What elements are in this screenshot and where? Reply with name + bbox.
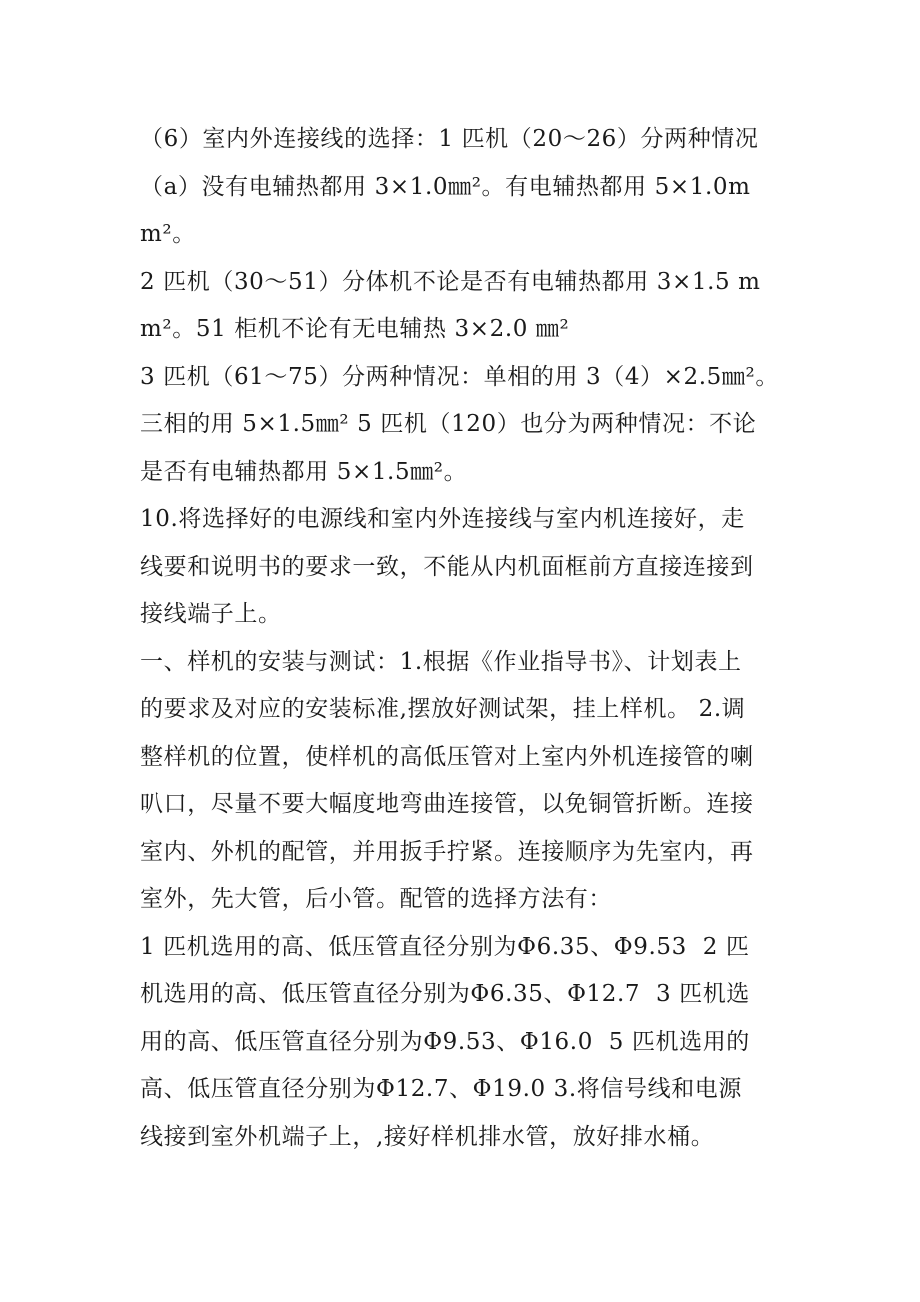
text-line: 2 匹机（30～51）分体机不论是否有电辅热都用 3×1.5 m — [140, 268, 761, 295]
text-line: （6）室内外连接线的选择：1 匹机（20～26）分两种情况 — [140, 126, 759, 152]
text-line: 是否有电辅热都用 5×1.5㎜²。 — [140, 458, 468, 485]
text-line: 1 匹机选用的高、低压管直径分别为Φ6.35、Φ9.53 2 匹 — [140, 933, 750, 960]
text-line: 线接到室外机端子上，,接好样机排水管，放好排水桶。 — [140, 1123, 715, 1150]
text-line: m²。 — [140, 221, 196, 247]
text-line: 一、样机的安装与测试：1.根据《作业指导书》、计划表上 — [140, 648, 742, 675]
text-line: 接线端子上。 — [140, 601, 282, 627]
text-line: 高、低压管直径分别为Φ12.7、Φ19.0 3.将信号线和电源 — [140, 1076, 742, 1102]
text-line: 线要和说明书的要求一致，不能从内机面框前方直接连接到 — [140, 553, 754, 580]
text-line: 的要求及对应的安装标准,摆放好测试架，挂上样机。 2.调 — [140, 696, 746, 722]
document-body — [140, 116, 788, 1161]
text-line: 整样机的位置，使样机的高低压管对上室内外机连接管的喇 — [140, 743, 754, 770]
text-line: 10.将选择好的电源线和室内外连接线与室内机连接好，走 — [140, 506, 745, 532]
text-line: m²。51 柜机不论有无电辅热 3×2.0 ㎜² — [140, 316, 570, 342]
text-line: 机选用的高、低压管直径分别为Φ6.35、Φ12.7 3 匹机选 — [140, 981, 750, 1007]
text-line: 3 匹机（61～75）分两种情况：单相的用 3（4）×2.5㎜²。 — [140, 363, 779, 390]
text-line: （a）没有电辅热都用 3×1.0㎜²。有电辅热都用 5×1.0m — [140, 173, 751, 200]
text-line: 叭口，尽量不要大幅度地弯曲连接管，以免铜管折断。连接 — [140, 791, 754, 817]
text-line: 三相的用 5×1.5㎜² 5 匹机（120）也分为两种情况：不论 — [140, 411, 757, 437]
text-line: 室外，先大管，后小管。配管的选择方法有： — [140, 886, 612, 912]
text-line: 室内、外机的配管，并用扳手拧紧。连接顺序为先室内，再 — [140, 838, 754, 865]
text-line: 用的高、低压管直径分别为Φ9.53、Φ16.0 5 匹机选用的 — [140, 1028, 750, 1055]
